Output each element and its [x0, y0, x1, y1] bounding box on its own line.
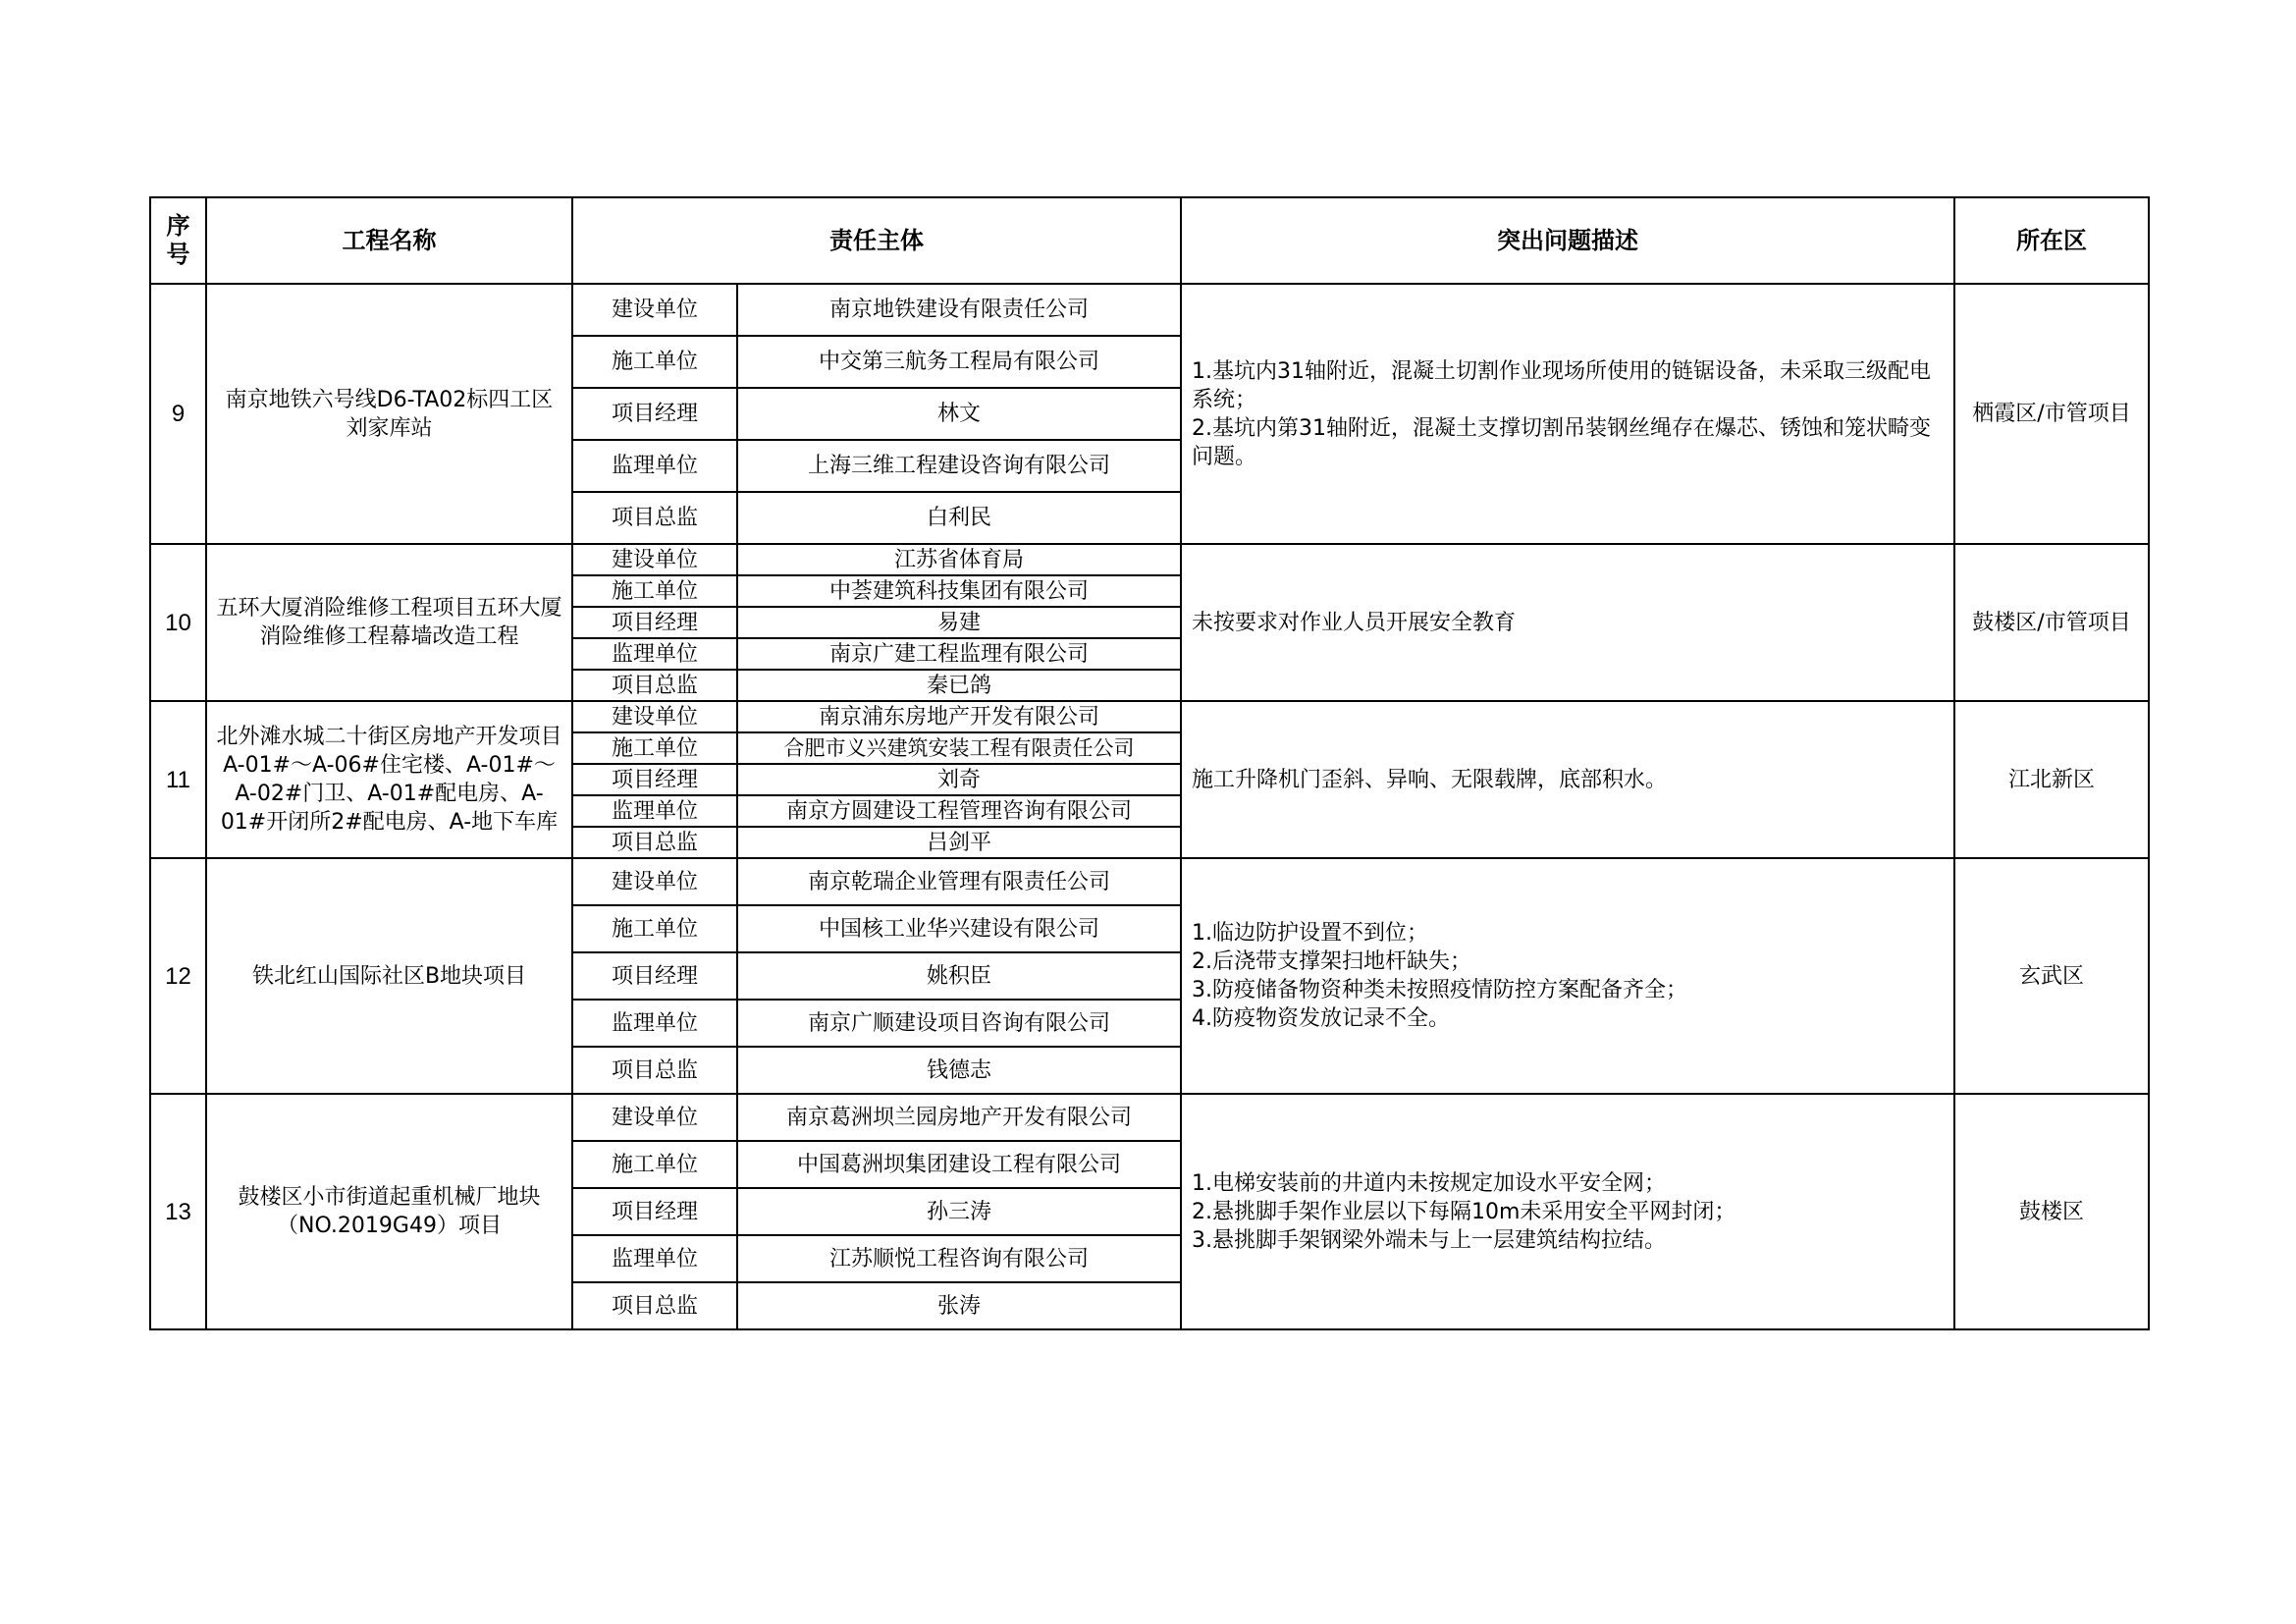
party-name: 南京乾瑞企业管理有限责任公司	[737, 858, 1181, 905]
party-name: 吕剑平	[737, 827, 1181, 858]
issue-line: 施工升降机门歪斜、异响、无限载牌，底部积水。	[1192, 767, 1668, 792]
issue-description	[1181, 1094, 1954, 1329]
party-role: 建设单位	[572, 1094, 737, 1141]
party-name: 南京广建工程监理有限公司	[737, 638, 1181, 670]
party-role: 施工单位	[572, 732, 737, 764]
party-role: 项目总监	[572, 827, 737, 858]
party-role: 施工单位	[572, 575, 737, 607]
party-role: 施工单位	[572, 905, 737, 952]
party-name: 南京葛洲坝兰园房地产开发有限公司	[737, 1094, 1181, 1141]
party-role: 建设单位	[572, 544, 737, 575]
party-role: 项目总监	[572, 1047, 737, 1094]
table-row	[150, 284, 2149, 336]
party-role: 施工单位	[572, 1141, 737, 1188]
row-index: 9	[150, 284, 206, 544]
project-name: 鼓楼区小市街道起重机械厂地块（NO.2019G49）项目	[206, 1094, 572, 1329]
header-district: 所在区	[1954, 197, 2149, 284]
party-name: 中荟建筑科技集团有限公司	[737, 575, 1181, 607]
party-role: 监理单位	[572, 440, 737, 492]
table-row	[150, 858, 2149, 905]
issue-line: 2.基坑内第31轴附近，混凝土支撑切割吊装钢丝绳存在爆芯、锈蚀和笼状畸变问题。	[1192, 415, 1931, 469]
project-name: 南京地铁六号线D6-TA02标四工区刘家库站	[206, 284, 572, 544]
district: 鼓楼区	[1954, 1094, 2149, 1329]
issue-description	[1181, 544, 1954, 701]
project-name: 北外滩水城二十街区房地产开发项目A-01#～A-06#住宅楼、A-01#～A-02#门卫、A-01#配电房、A-01#开闭所2#配电房、A-地下车库	[206, 701, 572, 858]
party-name: 合肥市义兴建筑安装工程有限责任公司	[737, 732, 1181, 764]
party-role: 项目经理	[572, 388, 737, 440]
header-parties: 责任主体	[572, 197, 1181, 284]
party-name: 江苏省体育局	[737, 544, 1181, 575]
party-role: 监理单位	[572, 1235, 737, 1282]
party-role: 项目经理	[572, 607, 737, 638]
issue-line: 3.悬挑脚手架钢梁外端未与上一层建筑结构拉结。	[1192, 1227, 1666, 1253]
party-name: 林文	[737, 388, 1181, 440]
header-issues: 突出问题描述	[1181, 197, 1954, 284]
district: 江北新区	[1954, 701, 2149, 858]
party-name: 上海三维工程建设咨询有限公司	[737, 440, 1181, 492]
row-index: 12	[150, 858, 206, 1094]
party-role: 项目经理	[572, 764, 737, 795]
party-name: 南京浦东房地产开发有限公司	[737, 701, 1181, 732]
district: 玄武区	[1954, 858, 2149, 1094]
party-name: 白利民	[737, 492, 1181, 544]
issue-line: 未按要求对作业人员开展安全教育	[1192, 610, 1517, 635]
party-name: 江苏顺悦工程咨询有限公司	[737, 1235, 1181, 1282]
issue-line: 1.临边防护设置不到位；	[1192, 921, 1428, 946]
party-name: 南京广顺建设项目咨询有限公司	[737, 1000, 1181, 1047]
row-index: 10	[150, 544, 206, 701]
table-header-row	[150, 197, 2149, 284]
party-role: 监理单位	[572, 1000, 737, 1047]
party-name: 孙三涛	[737, 1188, 1181, 1235]
party-role: 项目经理	[572, 1188, 737, 1235]
party-name: 刘奇	[737, 764, 1181, 795]
party-role: 项目经理	[572, 952, 737, 1000]
party-role: 项目总监	[572, 492, 737, 544]
issue-description	[1181, 701, 1954, 858]
party-name: 张涛	[737, 1282, 1181, 1329]
party-name: 南京方圆建设工程管理咨询有限公司	[737, 795, 1181, 827]
issue-line: 2.悬挑脚手架作业层以下每隔10m未采用安全平网封闭；	[1192, 1199, 1736, 1224]
party-role: 建设单位	[572, 701, 737, 732]
party-name: 钱德志	[737, 1047, 1181, 1094]
issue-line: 1.电梯安装前的井道内未按规定加设水平安全网；	[1192, 1170, 1666, 1196]
issue-line: 1.基坑内31轴附近，混凝土切割作业现场所使用的链锯设备，未采取三级配电系统；	[1192, 358, 1931, 412]
project-name: 五环大厦消险维修工程项目五环大厦消险维修工程幕墙改造工程	[206, 544, 572, 701]
issue-line: 3.防疫储备物资种类未按照疫情防控方案配备齐全；	[1192, 978, 1687, 1002]
party-name: 中国核工业华兴建设有限公司	[737, 905, 1181, 952]
row-index: 13	[150, 1094, 206, 1329]
header-project: 工程名称	[206, 197, 572, 284]
party-role: 监理单位	[572, 638, 737, 670]
issue-line: 2.后浇带支撑架扫地杆缺失；	[1192, 949, 1471, 974]
header-index: 序号	[150, 197, 206, 284]
issue-description	[1181, 284, 1954, 544]
row-index: 11	[150, 701, 206, 858]
table-row	[150, 701, 2149, 732]
inspection-table	[149, 196, 2150, 1330]
party-role: 建设单位	[572, 858, 737, 905]
party-role: 项目总监	[572, 670, 737, 701]
party-role: 施工单位	[572, 336, 737, 388]
issue-line: 4.防疫物资发放记录不全。	[1192, 1006, 1450, 1031]
party-role: 项目总监	[572, 1282, 737, 1329]
issue-description	[1181, 858, 1954, 1094]
party-name: 中交第三航务工程局有限公司	[737, 336, 1181, 388]
table-row	[150, 1094, 2149, 1141]
district: 鼓楼区/市管项目	[1954, 544, 2149, 701]
party-name: 易建	[737, 607, 1181, 638]
table-row	[150, 544, 2149, 575]
party-name: 秦已鸽	[737, 670, 1181, 701]
party-role: 监理单位	[572, 795, 737, 827]
party-role: 建设单位	[572, 284, 737, 336]
party-name: 中国葛洲坝集团建设工程有限公司	[737, 1141, 1181, 1188]
project-name: 铁北红山国际社区B地块项目	[206, 858, 572, 1094]
party-name: 南京地铁建设有限责任公司	[737, 284, 1181, 336]
district: 栖霞区/市管项目	[1954, 284, 2149, 544]
party-name: 姚积臣	[737, 952, 1181, 1000]
